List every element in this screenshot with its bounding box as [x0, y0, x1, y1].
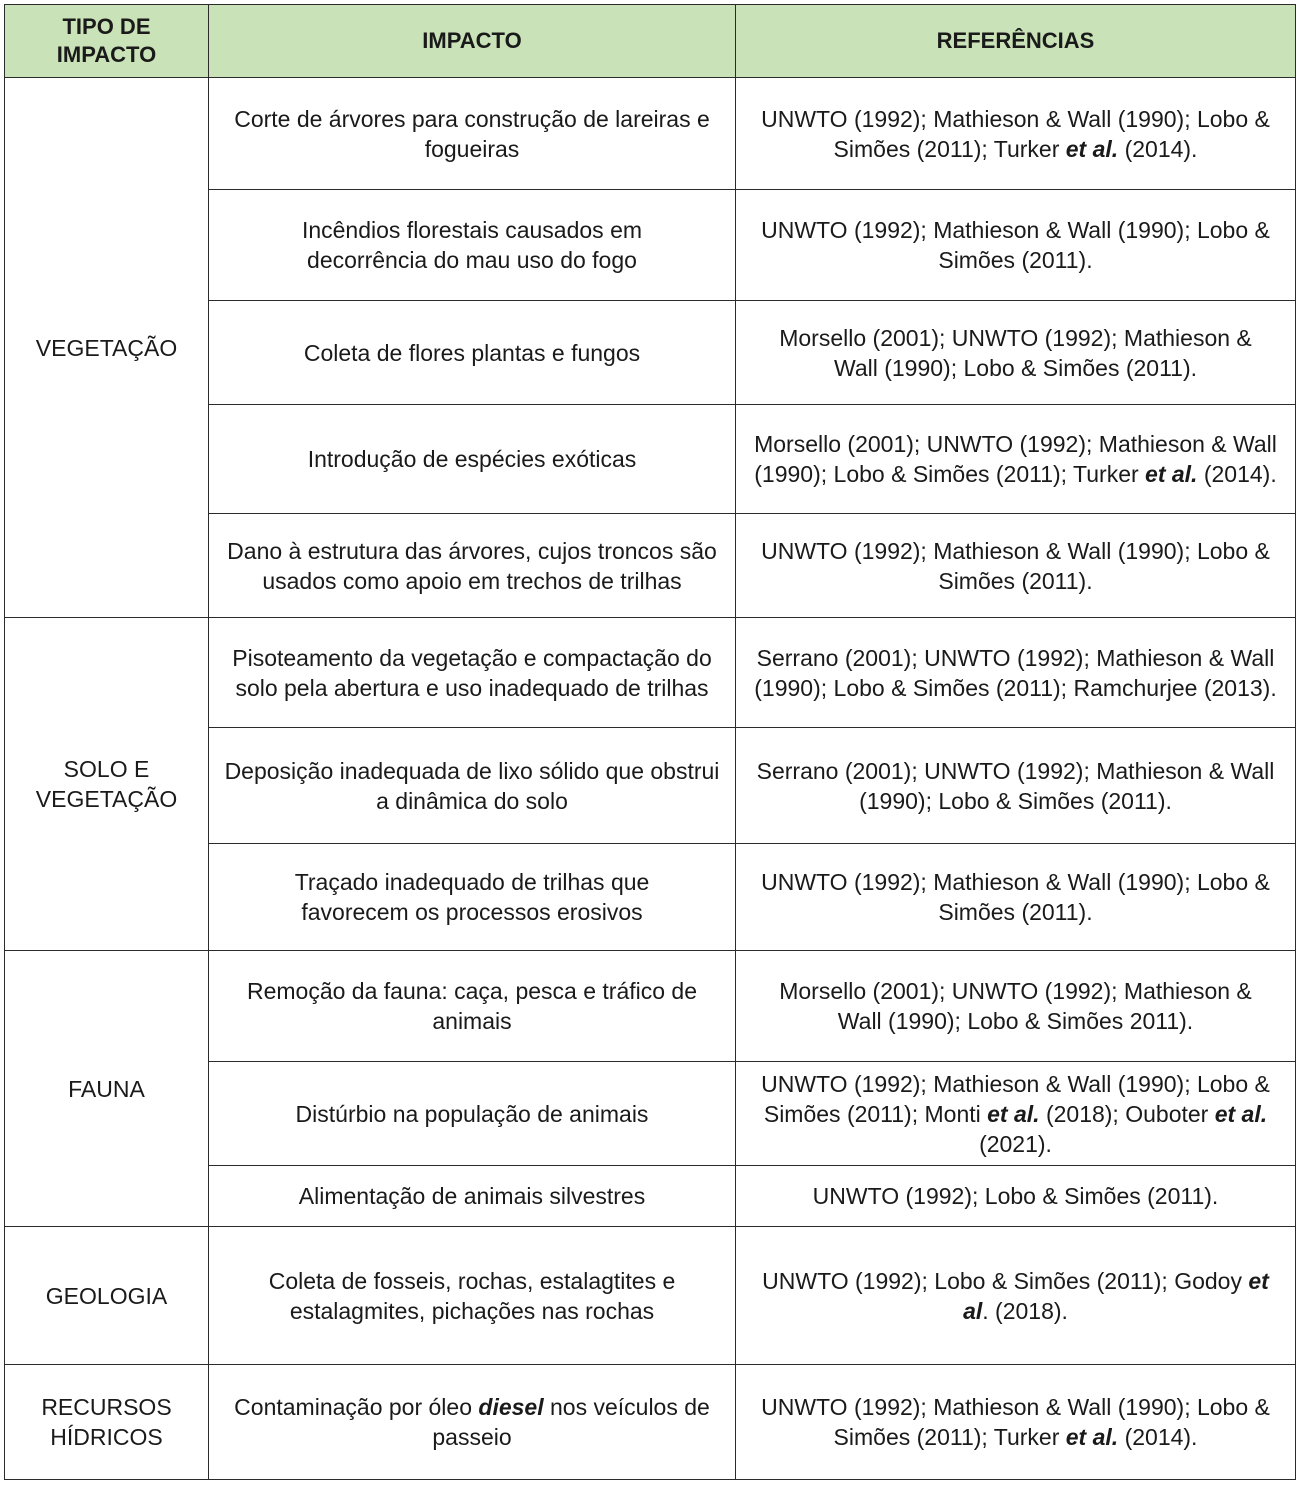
impact-cell: Dano à estrutura das árvores, cujos troncos são usados como apoio em trechos de trilhas: [209, 514, 736, 618]
reference-cell: UNWTO (1992); Mathieson & Wall (1990); Lobo & Simões (2011).: [736, 514, 1296, 618]
reference-cell: UNWTO (1992); Lobo & Simões (2011).: [736, 1166, 1296, 1227]
reference-cell: UNWTO (1992); Mathieson & Wall (1990); Lobo & Simões (2011); Monti et al. (2018); Ouboter et al. (2021).: [736, 1062, 1296, 1166]
impact-cell: Introdução de espécies exóticas: [209, 405, 736, 514]
reference-cell: UNWTO (1992); Lobo & Simões (2011); Godoy et al. (2018).: [736, 1227, 1296, 1365]
reference-cell: Morsello (2001); UNWTO (1992); Mathieson & Wall (1990); Lobo & Simões (2011).: [736, 301, 1296, 405]
reference-cell: Serrano (2001); UNWTO (1992); Mathieson & Wall (1990); Lobo & Simões (2011).: [736, 728, 1296, 844]
type-cell: GEOLOGIA: [5, 1227, 209, 1365]
header-referencias: REFERÊNCIAS: [736, 5, 1296, 78]
header-row: [5, 5, 1296, 78]
reference-cell: UNWTO (1992); Mathieson & Wall (1990); Lobo & Simões (2011); Turker et al. (2014).: [736, 1365, 1296, 1480]
reference-cell: UNWTO (1992); Mathieson & Wall (1990); Lobo & Simões (2011); Turker et al. (2014).: [736, 78, 1296, 190]
reference-cell: Morsello (2001); UNWTO (1992); Mathieson & Wall (1990); Lobo & Simões 2011).: [736, 951, 1296, 1062]
table-row: [5, 951, 1296, 1062]
impact-cell: Pisoteamento da vegetação e compactação do solo pela abertura e uso inadequado de trilhas: [209, 618, 736, 728]
type-cell: FAUNA: [5, 951, 209, 1227]
impact-cell: Deposição inadequada de lixo sólido que obstrui a dinâmica do solo: [209, 728, 736, 844]
type-cell: VEGETAÇÃO: [5, 78, 209, 618]
reference-cell: UNWTO (1992); Mathieson & Wall (1990); Lobo & Simões (2011).: [736, 190, 1296, 301]
table-row: [5, 1365, 1296, 1480]
impact-cell: Coleta de fosseis, rochas, estalagtites e estalagmites, pichações nas rochas: [209, 1227, 736, 1365]
type-cell: RECURSOS HÍDRICOS: [5, 1365, 209, 1480]
impact-cell: Remoção da fauna: caça, pesca e tráfico de animais: [209, 951, 736, 1062]
table-row: [5, 1227, 1296, 1365]
reference-cell: Morsello (2001); UNWTO (1992); Mathieson & Wall (1990); Lobo & Simões (2011); Turker et al. (2014).: [736, 405, 1296, 514]
header-tipo: TIPO DE IMPACTO: [5, 5, 209, 78]
impact-cell: Coleta de flores plantas e fungos: [209, 301, 736, 405]
reference-cell: Serrano (2001); UNWTO (1992); Mathieson & Wall (1990); Lobo & Simões (2011); Ramchurjee (2013).: [736, 618, 1296, 728]
impact-cell: Traçado inadequado de trilhas que favorecem os processos erosivos: [209, 844, 736, 951]
table-row: [5, 618, 1296, 728]
impact-table: [4, 4, 1296, 1480]
reference-cell: UNWTO (1992); Mathieson & Wall (1990); Lobo & Simões (2011).: [736, 844, 1296, 951]
impact-cell: Distúrbio na população de animais: [209, 1062, 736, 1166]
impact-cell: Alimentação de animais silvestres: [209, 1166, 736, 1227]
type-cell: SOLO E VEGETAÇÃO: [5, 618, 209, 951]
header-impacto: IMPACTO: [209, 5, 736, 78]
impact-cell: Incêndios florestais causados em decorrência do mau uso do fogo: [209, 190, 736, 301]
impact-cell: Corte de árvores para construção de lareiras e fogueiras: [209, 78, 736, 190]
table-row: [5, 78, 1296, 190]
impact-cell: Contaminação por óleo diesel nos veículos de passeio: [209, 1365, 736, 1480]
